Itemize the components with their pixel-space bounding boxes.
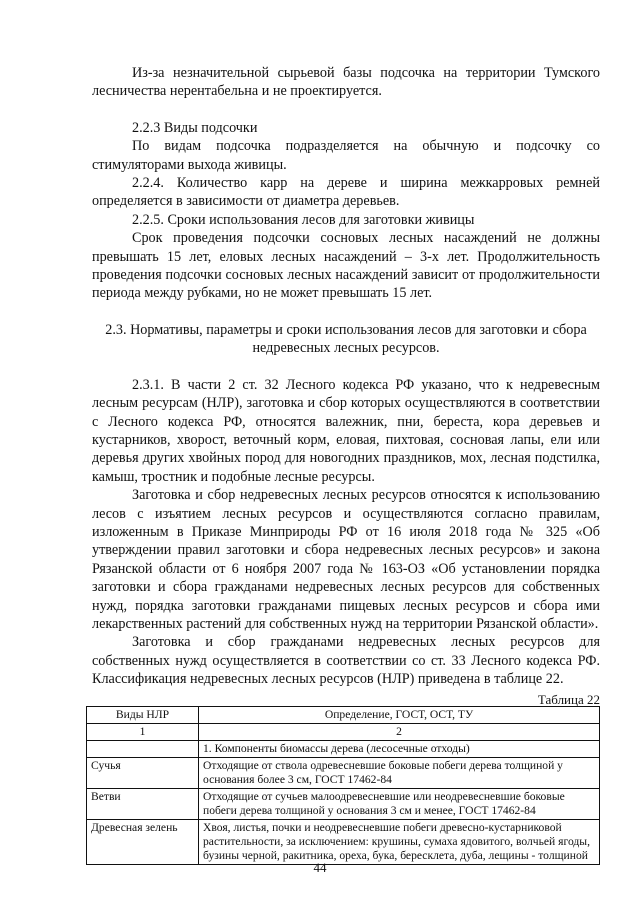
empty-cell bbox=[87, 741, 199, 758]
column-number: 2 bbox=[199, 724, 600, 741]
resource-definition: Хвоя, листья, почки и неодревесневшие побеги древесно-кустарниковой растительности, за исключением: крушины, сумаха ядовитого, волчьей ягоды, бузины черной, ракитника, ореха, бука, бересклета, дуба, лещины - толщиной bbox=[199, 820, 600, 865]
resource-name: Сучья bbox=[87, 758, 199, 789]
paragraph: Заготовка и сбор недревесных лесных ресурсов относятся к использованию лесов с изъятием лесных ресурсов и осуществляются согласно правилам, изложенным в Приказе Минприроды РФ от 16 июля 2018 года № 325 «Об утверждении правил заготовки и сбора недревесных лесных ресурсов» и закона Рязанской области от 6 ноября 2007 года № 163-ОЗ «Об установлении порядка заготовки и сбора гражданами недревесных лесных ресурсов для собственных нужд, порядка заготовки гражданами пищевых лесных ресурсов и сбора ими лекарственных растений для собственных нужд на территории Рязанской области». bbox=[92, 487, 600, 632]
table-header-row bbox=[87, 707, 600, 724]
paragraph: Заготовка и сбор гражданами недревесных лесных ресурсов для собственных нужд осуществляется в соответствии со ст. 33 Лесного кодекса РФ. Классификация недревесных лесных ресурсов (НЛР) приведена в таблице 22. bbox=[92, 634, 600, 688]
table-number-row bbox=[87, 724, 600, 741]
resource-name: Древесная зелень bbox=[87, 820, 199, 865]
section-heading: 2.2.3 Виды подсочки bbox=[132, 119, 258, 136]
table-caption: Таблица 22 bbox=[537, 691, 600, 707]
table-row bbox=[87, 789, 600, 820]
resource-definition: Отходящие от ствола одревесневшие боковые побеги дерева толщиной у основания более 3 см, ГОСТ 17462-84 bbox=[199, 758, 600, 789]
table-row bbox=[87, 758, 600, 789]
page-number: 44 bbox=[313, 860, 327, 875]
table-row bbox=[87, 820, 600, 865]
section-heading: 2.3. Нормативы, параметры и сроки использования лесов для заготовки и сбора недревесных лесных ресурсов. bbox=[105, 321, 587, 357]
section-heading: 2.2.5. Сроки использования лесов для заготовки живицы bbox=[132, 211, 475, 228]
paragraph: 2.3.1. В части 2 ст. 32 Лесного кодекса РФ указано, что к недревесным лесным ресурсам (НЛР), заготовка и сбор которых осуществляются в соответствии с Лесного кодекса РФ, относятся валежник, пни, береста, кора деревьев и кустарников, хворост, веточный корм, еловая, пихтовая, сосновая лапы, ели или деревья других хвойных пород для новогодних праздников, мох, лесная подстилка, камыш, тростник и подобные лесные ресурсы. bbox=[92, 376, 600, 485]
nlr-table bbox=[86, 706, 600, 865]
header-cell: Виды НЛР bbox=[87, 707, 199, 724]
paragraph: Срок проведения подсочки сосновых лесных насаждений не должны превышать 15 лет, еловых лесных насаждений – 3-х лет. Продолжительность проведения подсочки сосновых лесных насаждений зависит от продолжительности периода между рубками, но не может превышать 15 лет. bbox=[92, 230, 600, 302]
paragraph: 2.2.4. Количество карр на дереве и ширина межкарровых ремней определяется в зависимости от диаметра деревьев. bbox=[92, 175, 600, 210]
resource-definition: Отходящие от сучьев малоодревесневшие или неодревесневшие боковые побеги дерева толщиной у основания 3 см и менее, ГОСТ 17462-84 bbox=[199, 789, 600, 820]
section-cell: 1. Компоненты биомассы дерева (лесосечные отходы) bbox=[199, 741, 600, 758]
paragraph: По видам подсочка подразделяется на обычную и подсочку со стимуляторами выхода живицы. bbox=[92, 138, 600, 173]
body-text bbox=[92, 64, 600, 709]
column-number: 1 bbox=[87, 724, 199, 741]
paragraph: Из-за незначительной сырьевой базы подсочка на территории Тумского лесничества нерентабельна и не проектируется. bbox=[92, 65, 600, 100]
table-section-row bbox=[87, 741, 600, 758]
resource-name: Ветви bbox=[87, 789, 199, 820]
header-cell: Определение, ГОСТ, ОСТ, ТУ bbox=[199, 707, 600, 724]
